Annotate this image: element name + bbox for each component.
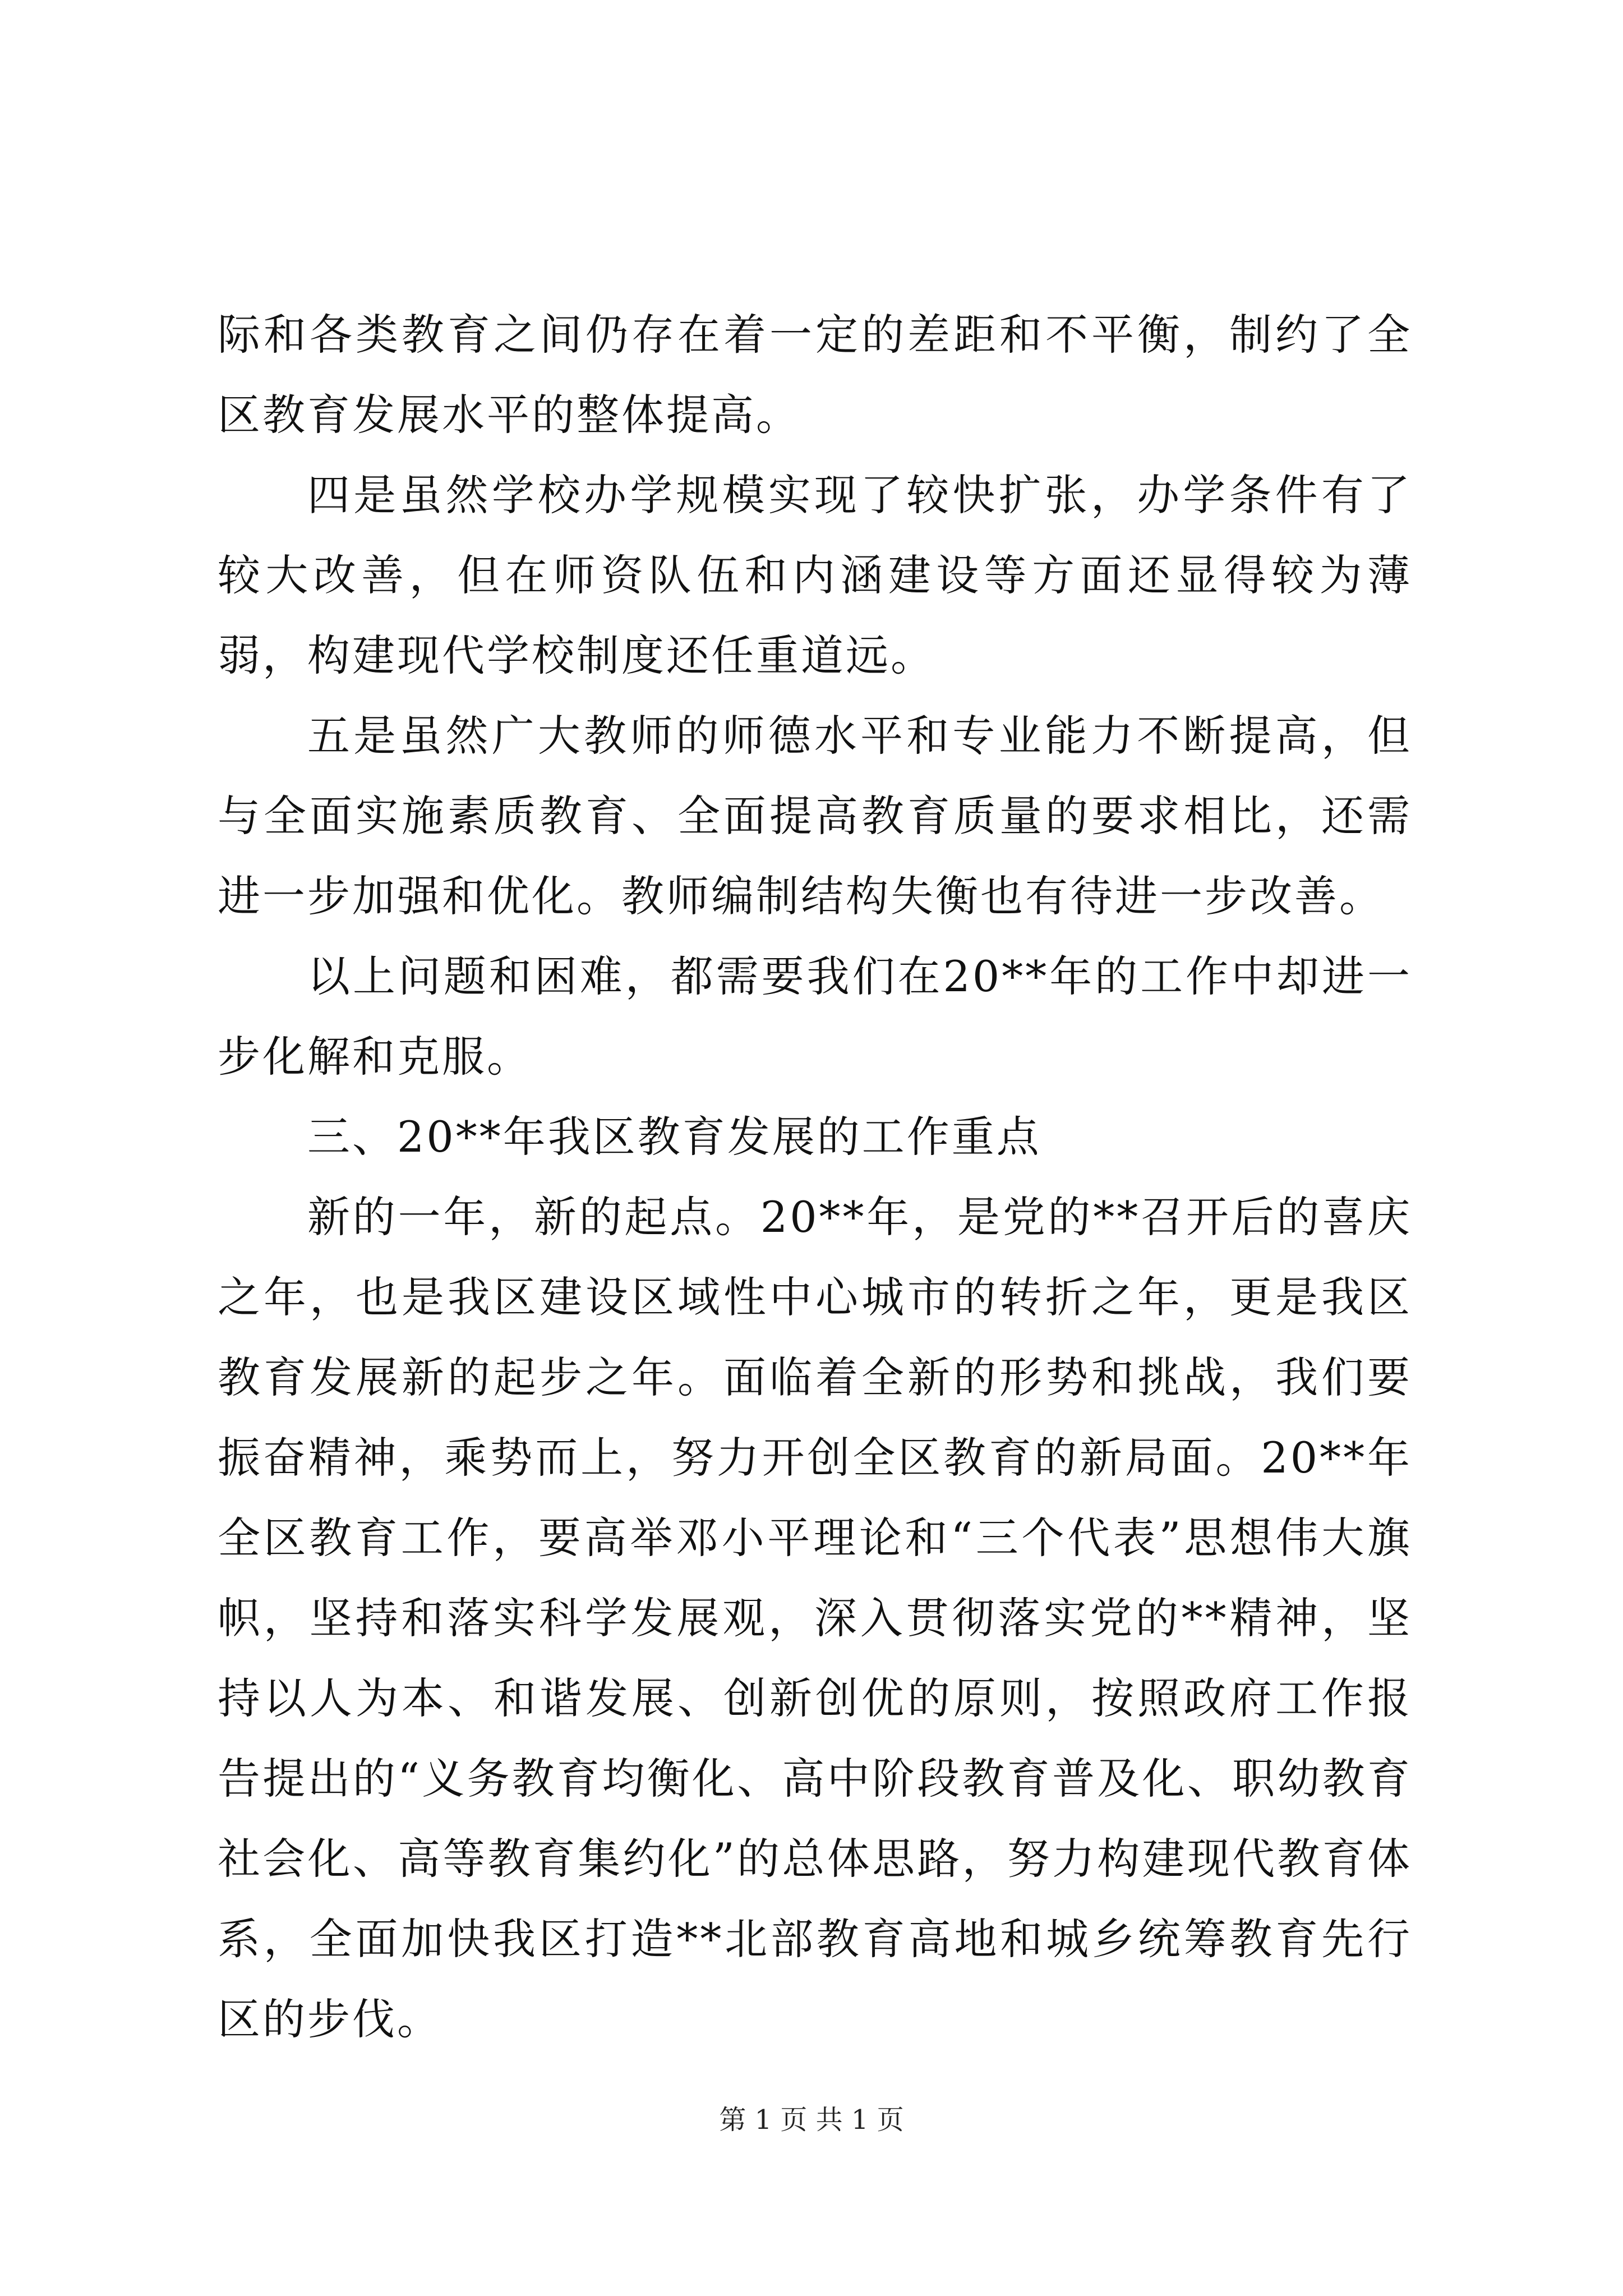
paragraph-new-year: 新的一年，新的起点。20**年，是党的**召开后的喜庆之年，也是我区建设区域性中心城市的转折之年，更是我区教育发展新的起步之年。面临着全新的形势和挑战，我们要振奋精神，乘势而上，努力开创全区教育的新局面。20**年全区教育工作，要高举邓小平理论和“三个代表”思想伟大旗帜，坚持和落实科学发展观，深入贯彻落实党的**精神，坚持以人为本、和谐发展、创新创优的原则，按照政府工作报告提出的“义务教育均衡化、高中阶段教育普及化、职幼教育社会化、高等教育集约化”的总体思路，努力构建现代教育体系，全面加快我区打造**北部教育高地和城乡统筹教育先行区的步伐。 xyxy=(218,1192,1412,2044)
page-footer: 第 1 页 共 1 页 xyxy=(719,2104,904,2136)
paragraph-point-four: 四是虽然学校办学规模实现了较快扩张，办学条件有了较大改善，但在师资队伍和内涵建设等方面还显得较为薄弱，构建现代学校制度还任重道远。 xyxy=(218,470,1412,680)
document-body xyxy=(218,295,1412,2059)
section-heading-three: 三、20**年我区教育发展的工作重点 xyxy=(307,1112,1041,1162)
paragraph-point-five: 五是虽然广大教师的师德水平和专业能力不断提高，但与全面实施素质教育、全面提高教育质量的要求相比，还需进一步加强和优化。教师编制结构失衡也有待进一步改善。 xyxy=(218,711,1412,921)
paragraph-continuation: 际和各类教育之间仍存在着一定的差距和不平衡，制约了全区教育发展水平的整体提高。 xyxy=(218,310,1412,440)
paragraph-summary: 以上问题和困难，都需要我们在20**年的工作中却进一步化解和克服。 xyxy=(218,951,1412,1082)
